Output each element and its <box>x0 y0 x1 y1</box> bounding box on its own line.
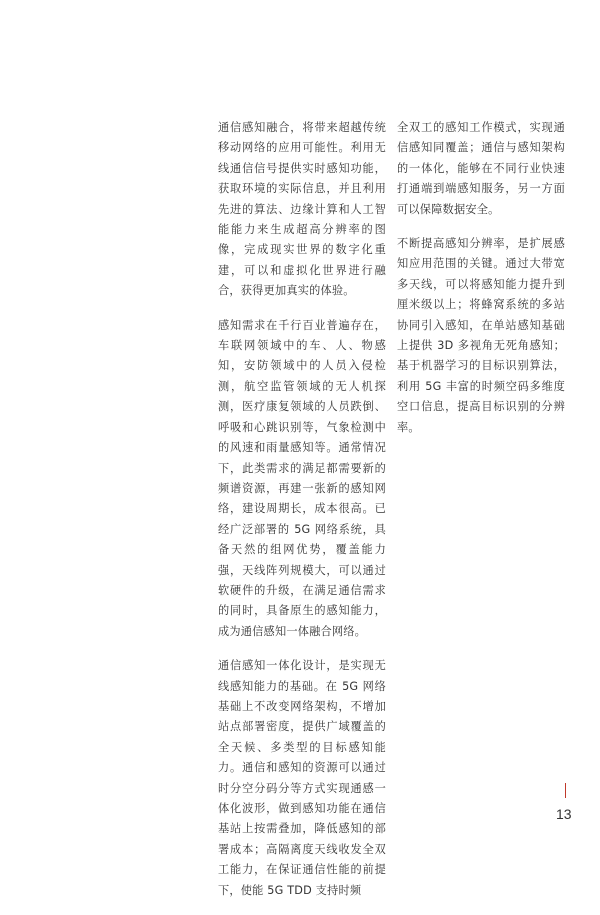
page-number-accent-bar <box>565 783 566 798</box>
body-paragraph: 不断提高感知分辨率，是扩展感知应用范围的关键。通过大带宽多天线，可以将感知能力提升到厘米级以上；将蜂窝系统的多站协同引入感知，在单站感知基础上提供 3D 多视角无死角感知；基于机器学习的目标识别算法，利用 5G 丰富的时频空码多维度空口信息，提高目标识别的分辨率。 <box>397 237 565 434</box>
body-paragraph: 通信感知融合，将带来超越传统移动网络的应用可能性。利用无线通信信号提供实时感知功能，获取环境的实际信息，并且利用先进的算法、边缘计算和人工智能能力来生成超高分辨率的图像，完成现实世界的数字化重建，可以和虚拟化世界进行融合，获得更加真实的体验。 <box>218 121 386 298</box>
page-number: 13 <box>556 806 572 822</box>
body-paragraph: 全双工的感知工作模式，实现通信感知同覆盖；通信与感知架构的一体化，能够在不同行业快速打通端到端感知服务，另一方面可以保障数据安全。 <box>397 121 565 216</box>
body-paragraph: 通信感知一体化设计，是实现无线感知能力的基础。在 5G 网络基础上不改变网络架构，不增加站点部署密度，提供广域覆盖的全天候、多类型的目标感知能力。通信和感知的资源可以通过时分空分码分等方式实现通感一体化波形，做到感知功能在通信基站上按需叠加，降低感知的部署成本；高隔离度天线收发全双工能力，在保证通信性能的前提下，使能 5G TDD 支持时频 <box>218 659 386 897</box>
right-text-column <box>397 118 565 452</box>
body-paragraph: 感知需求在千行百业普遍存在，车联网领域中的车、人、物感知，安防领域中的人员入侵检测，航空监管领域的无人机探测，医疗康复领域的人员跌倒、呼吸和心跳识别等，气象检测中的风速和雨量感知等。通常情况下，此类需求的满足都需要新的频谱资源，再建一张新的感知网络，建设周期长，成本很高。已经广泛部署的 5G 网络系统，具备天然的组网优势，覆盖能力强，天线阵列规模大，可以通过软硬件的升级，在满足通信需求的同时，具备原生的感知能力，成为通信感知一体融合网络。 <box>218 318 386 638</box>
left-text-column <box>218 118 386 915</box>
